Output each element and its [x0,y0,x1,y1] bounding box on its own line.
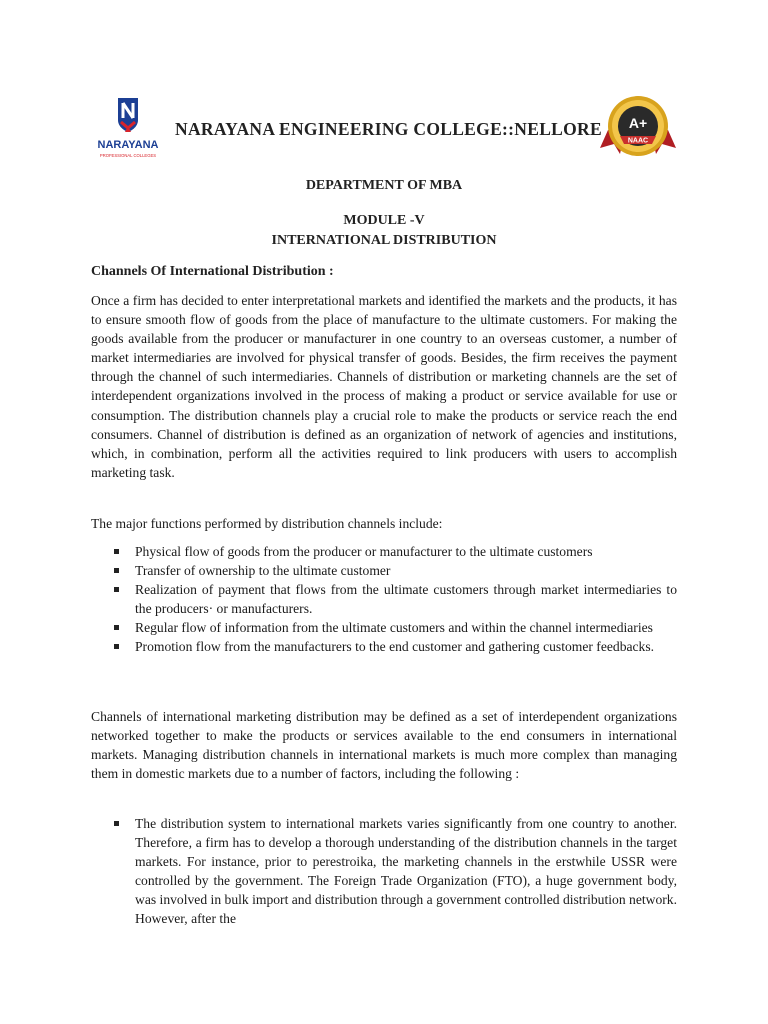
bullet-icon [114,625,119,630]
naac-grade: A+ [628,115,648,131]
module-title: MODULE -V [343,213,425,228]
list-item-text: Realization of payment that flows from the ultimate customers through market intermediaries to the producers· or manufacturers. [135,582,677,617]
list-item-text: Regular flow of information from the ultimate customers and within the channel intermediaries [135,620,653,636]
bullet-icon [114,821,119,826]
list-item-text: Promotion flow from the manufacturers to the end customer and gathering customer feedbacks. [135,639,655,655]
college-name: NARAYANA ENGINEERING COLLEGE::NELLORE [175,119,602,139]
section-heading: Channels Of International Distribution : [91,264,334,279]
intro-paragraph: Once a firm has decided to enter interpretational markets and identified the markets and the products, it has to ensure smooth flow of goods from the place of manufacture to the ultimate customers. For making the goods available from the producer or manufacturer in one country to an overseas customer, a number of market intermediaries are involved for physical transfer of goods. Besides, the firm receives the payment through the channel of such intermediaries. Channels of distribution or marketing channels are the set of interdependent organizations involved in the process of making a product or service available for use or consumption. The distribution channels play a crucial role to make the products or service reach the end consumers. Channel of distribution is defined as an organization of network of agencies and institutions, which, in combination, perform all the activities required to link producers with users to accomplish marketing task. [91,293,677,480]
naac-badge-icon [598,92,678,164]
functions-intro: The major functions performed by distribution channels include: [91,516,443,531]
topic-title: INTERNATIONAL DISTRIBUTION [271,233,497,248]
department-title: DEPARTMENT OF MBA [305,178,463,193]
logo-subtext: PROFESSIONAL COLLEGES [99,153,157,158]
logo-text: NARAYANA [97,139,159,151]
list-item [91,637,677,656]
naac-label: NAAC [627,137,649,145]
college-header [0,88,768,168]
functions-list [91,542,677,657]
bullet-icon [114,587,119,592]
factors-list [91,814,677,929]
list-item [91,561,677,580]
list-item-text: Transfer of ownership to the ultimate customer [135,563,391,579]
bullet-icon [114,644,119,649]
bullet-icon [114,568,119,573]
list-item-text: The distribution system to international markets varies significantly from one country to another. Therefore, a firm has to develop a thorough understanding of the distribution channels in the target markets. For instance, prior to perestroika, the marketing channels in the erstwhile USSR were controlled by the government. The Foreign Trade Organization (FTO), a huge government body, was involved in bulk import and distribution through a government controlled distribution network. However, after the [135,816,677,927]
list-item [91,580,677,618]
list-item-text: Physical flow of goods from the producer or manufacturer to the ultimate customers [135,544,593,559]
complexity-paragraph: Channels of international marketing distribution may be defined as a set of interdependent organizations networked together to make the products or services available to the end consumers in international markets. Managing distribution channels in international markets is much more complex than managing them in domestic markets due to a number of factors, including the following : [91,709,677,782]
narayana-logo [92,96,164,164]
list-item [91,618,677,637]
list-item [91,542,677,561]
bullet-icon [114,549,119,554]
list-item [91,814,677,929]
